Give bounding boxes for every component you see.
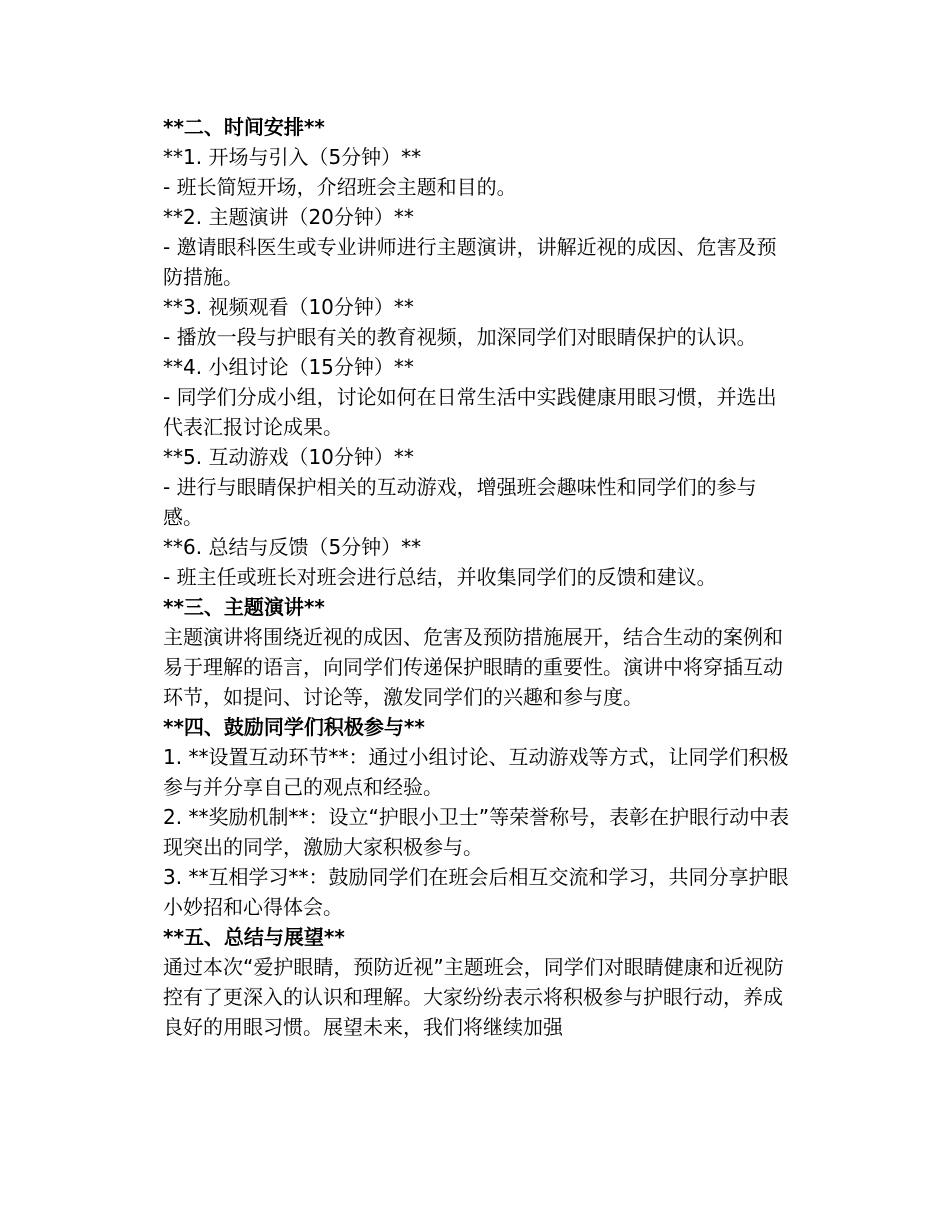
schedule-item-title: **6. 总结与反馈（5分钟）** — [163, 535, 422, 559]
document-body — [163, 112, 795, 1042]
schedule-item-title: **1. 开场与引入（5分钟）** — [163, 145, 422, 169]
summary-paragraph: 通过本次“爱护眼睛，预防近视”主题班会，同学们对眼睛健康和近视防控有了更深入的认识和理解。大家纷纷表示将积极参与护眼行动，养成良好的用眼习惯。展望未来，我们将继续加强 — [163, 955, 784, 1039]
schedule-item-title: **4. 小组讨论（15分钟）** — [163, 355, 414, 379]
speech-paragraph: 主题演讲将围绕近视的成因、危害及预防措施展开，结合生动的案例和易于理解的语言，向同学们传递保护眼睛的重要性。演讲中将穿插互动环节，如提问、讨论等，激发同学们的兴趣和参与度。 — [163, 625, 783, 709]
schedule-item-body: - 播放一段与护眼有关的教育视频，加深同学们对眼睛保护的认识。 — [163, 325, 757, 349]
schedule-item-body: - 班长简短开场，介绍班会主题和目的。 — [163, 175, 517, 199]
participation-item: 1. **设置互动环节**：通过小组讨论、互动游戏等方式，让同学们积极参与并分享自己的观点和经验。 — [163, 745, 789, 799]
schedule-item-title: **3. 视频观看（10分钟）** — [163, 295, 414, 319]
section-heading-schedule: **二、时间安排** — [163, 115, 325, 139]
participation-item: 2. **奖励机制**：设立“护眼小卫士”等荣誉称号，表彰在护眼行动中表现突出的同学，激励大家积极参与。 — [163, 805, 790, 859]
participation-item: 3. **互相学习**：鼓励同学们在班会后相互交流和学习，共同分享护眼小妙招和心得体会。 — [163, 865, 789, 919]
schedule-item-body: - 进行与眼睛保护相关的互动游戏，增强班会趣味性和同学们的参与感。 — [163, 475, 757, 529]
schedule-item-body: - 邀请眼科医生或专业讲师进行主题演讲，讲解近视的成因、危害及预防措施。 — [163, 235, 777, 289]
section-heading-participation: **四、鼓励同学们积极参与** — [163, 715, 425, 739]
section-heading-summary: **五、总结与展望** — [163, 925, 345, 949]
schedule-item-body: - 同学们分成小组，讨论如何在日常生活中实践健康用眼习惯，并选出代表汇报讨论成果。 — [163, 385, 777, 439]
section-heading-speech: **三、主题演讲** — [163, 595, 325, 619]
schedule-item-title: **2. 主题演讲（20分钟）** — [163, 205, 414, 229]
schedule-item-title: **5. 互动游戏（10分钟）** — [163, 445, 414, 469]
schedule-item-body: - 班主任或班长对班会进行总结，并收集同学们的反馈和建议。 — [163, 565, 717, 589]
